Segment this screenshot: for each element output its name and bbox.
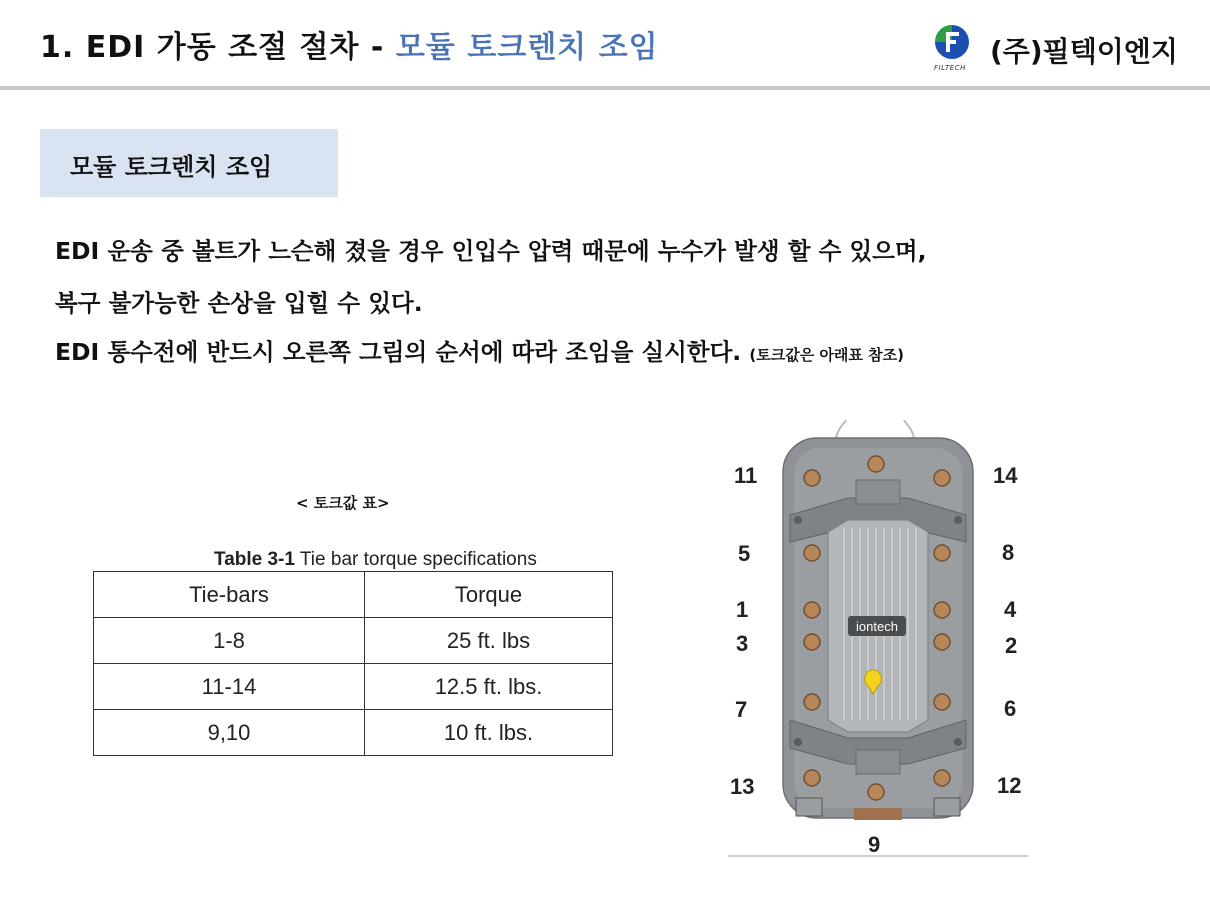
filtech-logo (934, 24, 978, 76)
bolt-label-11: 11 (734, 463, 758, 488)
table-cell: 10 ft. lbs. (365, 710, 613, 756)
bolt-label-8: 8 (1002, 540, 1015, 565)
torque-table-caption: < 토크값 표> (296, 494, 390, 512)
section-heading: 모듈 토크렌치 조임 (70, 153, 273, 181)
edi-module-figure (728, 420, 1028, 860)
table-row (94, 618, 613, 664)
bolt-label-12: 12 (997, 773, 1022, 798)
body-line-1: EDI 운송 중 볼트가 느슨해 졌을 경우 인입수 압력 때문에 누수가 발생 할 수 있으며, (55, 237, 927, 265)
table-cell: 1-8 (94, 618, 365, 664)
bolt-label-6: 6 (1004, 696, 1017, 721)
body-line-2: 복구 불가능한 손상을 입힐 수 있다. (55, 289, 423, 317)
table-row (94, 664, 613, 710)
torque-table-title (214, 549, 537, 571)
company-name: (주)필텍이엔지 (990, 35, 1178, 68)
page-title-prefix: 1. EDI 가동 조절 절차 - (40, 30, 396, 65)
bolt-label-3: 3 (736, 631, 749, 656)
bolt-label-13: 13 (730, 774, 755, 799)
bolt-label-2: 2 (1005, 633, 1018, 658)
module-brand: iontech (856, 619, 898, 634)
body-line-3-text: EDI 통수전에 반드시 오른쪽 그림의 순서에 따라 조임을 실시한다. (55, 338, 742, 366)
bolt-label-1: 1 (736, 597, 749, 622)
table-cell: 11-14 (94, 664, 365, 710)
logo-wordmark: FILTECH (934, 64, 966, 72)
table-cell: 12.5 ft. lbs. (365, 664, 613, 710)
bolt-label-9: 9 (868, 832, 881, 857)
table-cell: 9,10 (94, 710, 365, 756)
page-title-highlight: 모듈 토크렌치 조임 (395, 30, 659, 65)
filtech-logo-icon (934, 24, 978, 64)
table-header-cell: Tie-bars (94, 572, 365, 618)
section-heading-box (40, 129, 338, 197)
bolt-label-7: 7 (735, 697, 748, 722)
bolt-label-5: 5 (738, 541, 751, 566)
bolt-label-4: 4 (1004, 597, 1017, 622)
body-line-3 (55, 333, 904, 367)
torque-table-title-rest: Tie bar torque specifications (294, 549, 537, 570)
page-title (40, 22, 659, 66)
body-line-3-note: (토크값은 아래표 참조) (749, 346, 904, 364)
header-divider (0, 86, 1210, 90)
torque-table-title-bold: Table 3-1 (214, 549, 295, 570)
table-row (94, 710, 613, 756)
table-cell: 25 ft. lbs (365, 618, 613, 664)
table-header-cell: Torque (365, 572, 613, 618)
bolt-label-14: 14 (993, 463, 1018, 488)
edi-module-illustration (728, 420, 1028, 860)
table-header-row (94, 572, 613, 618)
page-header (0, 0, 1210, 90)
torque-table (93, 571, 613, 756)
